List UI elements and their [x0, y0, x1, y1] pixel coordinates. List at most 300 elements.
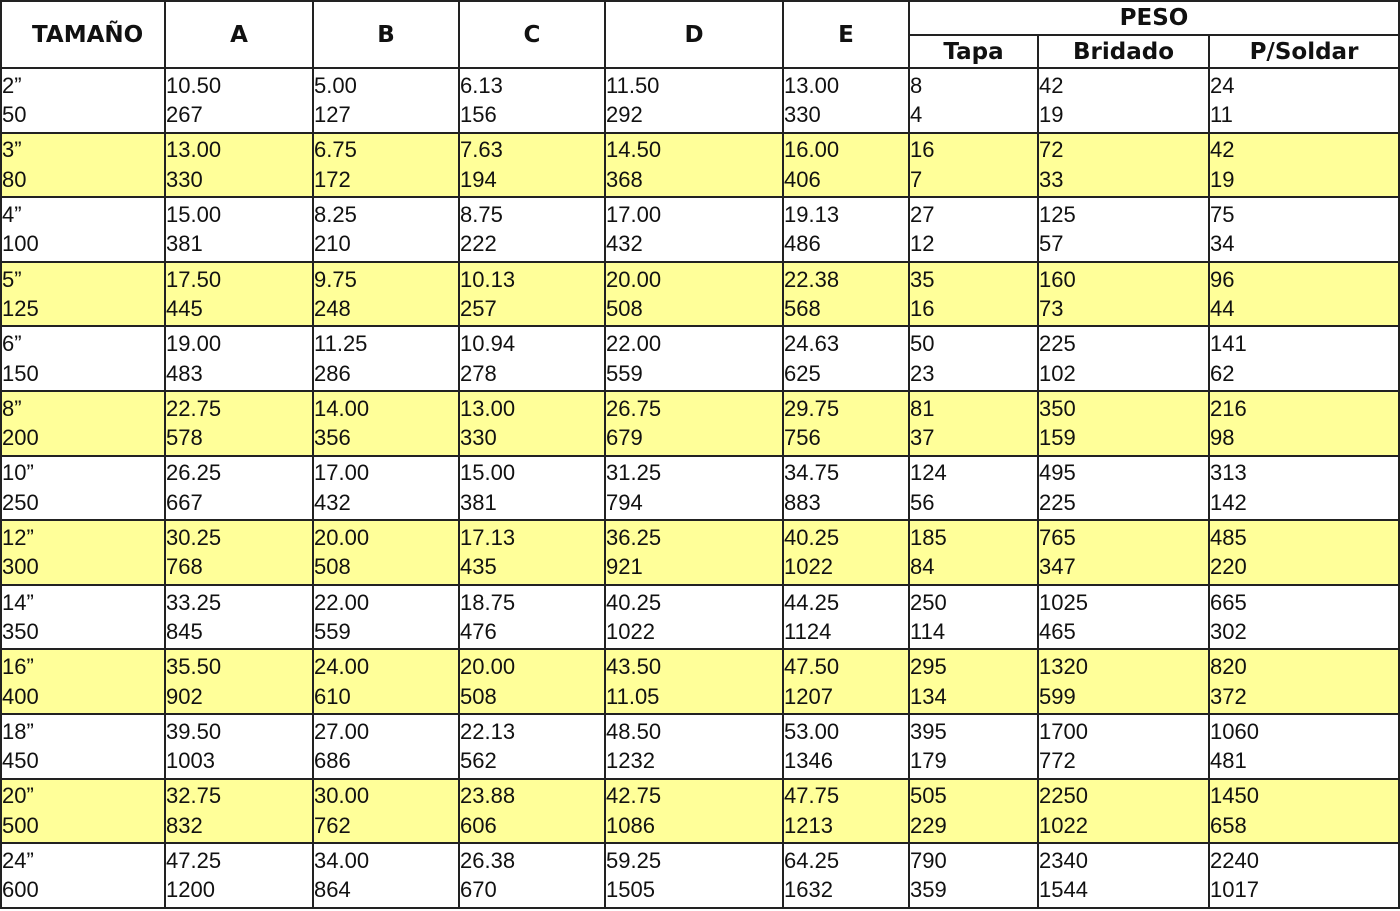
cell-bridado-imperial: 160	[1039, 266, 1076, 292]
cell-tapa	[909, 520, 1038, 585]
cell-size-metric: 125	[2, 296, 39, 322]
cell-p-soldar	[1209, 133, 1399, 198]
cell-bridado-metric: 102	[1039, 360, 1076, 386]
cell-b	[313, 585, 459, 650]
cell-c-imperial: 6.13	[460, 72, 503, 98]
cell-p-soldar-metric: 62	[1210, 360, 1235, 386]
cell-d-metric: 1086	[606, 812, 655, 838]
cell-e	[783, 133, 909, 198]
cell-e-metric: 1632	[784, 877, 833, 903]
cell-size	[1, 391, 165, 456]
cell-a-imperial: 15.00	[166, 201, 222, 227]
cell-size	[1, 649, 165, 714]
cell-e	[783, 649, 909, 714]
cell-e	[783, 197, 909, 262]
cell-a-metric: 768	[166, 554, 203, 580]
cell-c-metric: 257	[460, 296, 497, 322]
cell-b	[313, 326, 459, 391]
header-e: E	[783, 1, 909, 68]
cell-a-imperial: 35.50	[166, 654, 222, 680]
cell-d-metric: 11.05	[606, 683, 660, 709]
cell-tapa-imperial: 395	[910, 718, 947, 744]
cell-p-soldar-metric: 11	[1210, 102, 1233, 128]
cell-bridado	[1038, 68, 1209, 133]
cell-d-imperial: 43.50	[606, 654, 662, 680]
cell-bridado-imperial: 125	[1039, 201, 1076, 227]
cell-p-soldar-imperial: 2240	[1210, 847, 1259, 873]
cell-c	[459, 68, 605, 133]
cell-a-imperial: 33.25	[166, 589, 222, 615]
cell-bridado	[1038, 197, 1209, 262]
cell-e	[783, 262, 909, 327]
cell-e-metric: 1022	[784, 554, 833, 580]
cell-e	[783, 843, 909, 908]
cell-c-imperial: 20.00	[460, 654, 516, 680]
cell-c	[459, 326, 605, 391]
cell-a-imperial: 17.50	[166, 266, 222, 292]
cell-b	[313, 649, 459, 714]
cell-c-imperial: 10.13	[460, 266, 516, 292]
cell-size	[1, 456, 165, 521]
cell-a-metric: 902	[166, 683, 203, 709]
cell-p-soldar-metric: 372	[1210, 683, 1247, 709]
cell-p-soldar	[1209, 585, 1399, 650]
cell-tapa-metric: 23	[910, 360, 935, 386]
cell-size-metric: 100	[2, 231, 39, 257]
cell-a	[165, 585, 313, 650]
cell-p-soldar-metric: 98	[1210, 425, 1235, 451]
cell-d-imperial: 14.50	[606, 137, 662, 163]
cell-tapa-metric: 16	[910, 296, 935, 322]
cell-c-metric: 156	[460, 102, 497, 128]
cell-p-soldar-imperial: 1060	[1210, 718, 1259, 744]
cell-e-imperial: 53.00	[784, 718, 840, 744]
cell-e-metric: 883	[784, 489, 821, 515]
cell-bridado-imperial: 495	[1039, 460, 1076, 486]
cell-tapa	[909, 843, 1038, 908]
cell-d-imperial: 36.25	[606, 524, 662, 550]
cell-size-imperial: 5”	[2, 266, 22, 292]
cell-size-imperial: 6”	[2, 331, 22, 357]
cell-e-imperial: 29.75	[784, 395, 840, 421]
cell-b-imperial: 9.75	[314, 266, 357, 292]
cell-size	[1, 585, 165, 650]
table-row	[1, 649, 1399, 714]
cell-tapa-metric: 7	[910, 166, 923, 192]
cell-a	[165, 843, 313, 908]
cell-b-metric: 559	[314, 619, 351, 645]
cell-bridado-metric: 33	[1039, 166, 1064, 192]
cell-size-metric: 350	[2, 619, 39, 645]
cell-tapa-imperial: 50	[910, 331, 935, 357]
cell-b-metric: 508	[314, 554, 351, 580]
cell-size-metric: 250	[2, 489, 39, 515]
cell-c-metric: 562	[460, 748, 497, 774]
header-a: A	[165, 1, 313, 68]
cell-b	[313, 843, 459, 908]
cell-d	[605, 585, 783, 650]
cell-a	[165, 391, 313, 456]
cell-d	[605, 133, 783, 198]
cell-p-soldar-metric: 1017	[1210, 877, 1259, 903]
cell-p-soldar-imperial: 1450	[1210, 783, 1259, 809]
cell-bridado	[1038, 262, 1209, 327]
cell-tapa	[909, 326, 1038, 391]
cell-d-imperial: 22.00	[606, 331, 662, 357]
cell-c-metric: 194	[460, 166, 497, 192]
cell-tapa-imperial: 35	[910, 266, 935, 292]
cell-size-metric: 80	[2, 166, 27, 192]
cell-c-imperial: 15.00	[460, 460, 516, 486]
cell-p-soldar	[1209, 714, 1399, 779]
cell-tapa	[909, 262, 1038, 327]
cell-size-imperial: 24”	[2, 847, 34, 873]
cell-b	[313, 779, 459, 844]
cell-b	[313, 391, 459, 456]
cell-bridado-imperial: 72	[1039, 137, 1064, 163]
cell-bridado-metric: 1022	[1039, 812, 1088, 838]
table-row	[1, 391, 1399, 456]
cell-p-soldar-imperial: 75	[1210, 201, 1235, 227]
cell-bridado	[1038, 326, 1209, 391]
cell-tapa-imperial: 16	[910, 137, 935, 163]
cell-c	[459, 456, 605, 521]
cell-a-imperial: 10.50	[166, 72, 222, 98]
cell-d-metric: 508	[606, 296, 643, 322]
cell-tapa-metric: 12	[910, 231, 935, 257]
header-size: TAMAÑO	[1, 1, 165, 68]
cell-c-imperial: 8.75	[460, 201, 503, 227]
cell-tapa	[909, 585, 1038, 650]
cell-bridado-imperial: 1320	[1039, 654, 1088, 680]
cell-tapa	[909, 779, 1038, 844]
table-row	[1, 326, 1399, 391]
cell-size-imperial: 14”	[2, 589, 34, 615]
cell-tapa-imperial: 790	[910, 847, 947, 873]
cell-c	[459, 262, 605, 327]
cell-e	[783, 714, 909, 779]
cell-e-metric: 330	[784, 102, 821, 128]
cell-size	[1, 197, 165, 262]
cell-a-imperial: 22.75	[166, 395, 222, 421]
cell-p-soldar	[1209, 649, 1399, 714]
cell-size-imperial: 20”	[2, 783, 34, 809]
cell-size-metric: 150	[2, 360, 39, 386]
cell-p-soldar	[1209, 197, 1399, 262]
cell-p-soldar	[1209, 779, 1399, 844]
cell-c-metric: 670	[460, 877, 497, 903]
cell-bridado-imperial: 1700	[1039, 718, 1088, 744]
cell-tapa-metric: 134	[910, 683, 947, 709]
cell-b	[313, 714, 459, 779]
table-row	[1, 197, 1399, 262]
cell-d-metric: 1232	[606, 748, 655, 774]
cell-d-metric: 679	[606, 425, 643, 451]
cell-size	[1, 714, 165, 779]
cell-c	[459, 714, 605, 779]
cell-b-imperial: 17.00	[314, 460, 370, 486]
cell-size-imperial: 10”	[2, 460, 34, 486]
cell-d-imperial: 26.75	[606, 395, 662, 421]
cell-a	[165, 649, 313, 714]
cell-size	[1, 520, 165, 585]
cell-bridado	[1038, 456, 1209, 521]
cell-tapa	[909, 68, 1038, 133]
cell-size-imperial: 2”	[2, 72, 22, 98]
cell-p-soldar-metric: 19	[1210, 166, 1235, 192]
cell-size-metric: 450	[2, 748, 39, 774]
cell-bridado-imperial: 1025	[1039, 589, 1088, 615]
cell-d	[605, 197, 783, 262]
cell-a-imperial: 19.00	[166, 331, 222, 357]
header-weight-group: PESO	[909, 1, 1399, 35]
cell-tapa-imperial: 27	[910, 201, 935, 227]
cell-size	[1, 326, 165, 391]
cell-e-metric: 1124	[784, 619, 832, 645]
cell-bridado-imperial: 2340	[1039, 847, 1088, 873]
cell-a-imperial: 30.25	[166, 524, 222, 550]
cell-a	[165, 262, 313, 327]
cell-p-soldar-imperial: 96	[1210, 266, 1235, 292]
cell-a	[165, 714, 313, 779]
cell-d	[605, 520, 783, 585]
table-row	[1, 520, 1399, 585]
cell-d-imperial: 31.25	[606, 460, 662, 486]
cell-b-imperial: 34.00	[314, 847, 370, 873]
table-row	[1, 843, 1399, 908]
cell-p-soldar-metric: 220	[1210, 554, 1247, 580]
cell-e-metric: 756	[784, 425, 821, 451]
cell-bridado-metric: 57	[1039, 231, 1064, 257]
cell-d-imperial: 17.00	[606, 201, 662, 227]
cell-tapa-imperial: 8	[910, 72, 923, 98]
cell-c-imperial: 10.94	[460, 331, 516, 357]
cell-c	[459, 133, 605, 198]
cell-tapa	[909, 649, 1038, 714]
cell-size-metric: 400	[2, 683, 39, 709]
cell-p-soldar-imperial: 24	[1210, 72, 1235, 98]
cell-d	[605, 714, 783, 779]
cell-d	[605, 649, 783, 714]
cell-c-imperial: 23.88	[460, 783, 516, 809]
cell-size	[1, 843, 165, 908]
cell-p-soldar-metric: 302	[1210, 619, 1247, 645]
cell-p-soldar	[1209, 520, 1399, 585]
cell-a	[165, 133, 313, 198]
cell-bridado-metric: 347	[1039, 554, 1076, 580]
cell-e	[783, 779, 909, 844]
cell-bridado-imperial: 2250	[1039, 783, 1088, 809]
cell-p-soldar-imperial: 141	[1210, 331, 1247, 357]
cell-b-metric: 210	[314, 231, 351, 257]
cell-e-imperial: 64.25	[784, 847, 840, 873]
cell-bridado-metric: 73	[1039, 296, 1064, 322]
cell-d-imperial: 48.50	[606, 718, 662, 744]
cell-size-metric: 200	[2, 425, 39, 451]
table-row	[1, 456, 1399, 521]
cell-e	[783, 391, 909, 456]
cell-a-imperial: 47.25	[166, 847, 222, 873]
cell-d	[605, 456, 783, 521]
header-bridado: Bridado	[1038, 35, 1209, 68]
cell-size-imperial: 16”	[2, 654, 34, 680]
cell-a-metric: 1200	[166, 877, 215, 903]
cell-e-imperial: 34.75	[784, 460, 840, 486]
cell-p-soldar	[1209, 456, 1399, 521]
cell-b-metric: 248	[314, 296, 351, 322]
cell-tapa-metric: 229	[910, 812, 947, 838]
cell-p-soldar	[1209, 262, 1399, 327]
cell-c	[459, 391, 605, 456]
cell-tapa	[909, 197, 1038, 262]
cell-size-imperial: 18”	[2, 718, 34, 744]
cell-size-imperial: 8”	[2, 395, 22, 421]
cell-c-imperial: 7.63	[460, 137, 503, 163]
cell-d-imperial: 42.75	[606, 783, 662, 809]
cell-a-metric: 381	[166, 231, 203, 257]
cell-d-metric: 921	[606, 554, 643, 580]
cell-e-imperial: 19.13	[784, 201, 840, 227]
cell-d-metric: 368	[606, 166, 643, 192]
cell-c-imperial: 22.13	[460, 718, 516, 744]
cell-bridado-metric: 1544	[1039, 877, 1088, 903]
cell-a-imperial: 26.25	[166, 460, 222, 486]
cell-d	[605, 68, 783, 133]
cell-b-imperial: 6.75	[314, 137, 357, 163]
cell-d-metric: 794	[606, 489, 643, 515]
header-c: C	[459, 1, 605, 68]
table-header	[1, 1, 1399, 68]
cell-b-imperial: 24.00	[314, 654, 370, 680]
cell-a	[165, 520, 313, 585]
cell-c-imperial: 13.00	[460, 395, 516, 421]
cell-bridado-imperial: 765	[1039, 524, 1076, 550]
cell-b-metric: 127	[314, 102, 351, 128]
cell-d-imperial: 59.25	[606, 847, 662, 873]
cell-a	[165, 779, 313, 844]
cell-a-metric: 832	[166, 812, 203, 838]
cell-a-metric: 267	[166, 102, 203, 128]
cell-d	[605, 843, 783, 908]
cell-tapa-imperial: 295	[910, 654, 947, 680]
cell-p-soldar-imperial: 485	[1210, 524, 1247, 550]
cell-p-soldar-metric: 44	[1210, 296, 1235, 322]
cell-e-metric: 568	[784, 296, 821, 322]
cell-c-metric: 222	[460, 231, 497, 257]
cell-bridado	[1038, 585, 1209, 650]
cell-size-metric: 50	[2, 102, 27, 128]
cell-d-imperial: 20.00	[606, 266, 662, 292]
cell-tapa	[909, 714, 1038, 779]
cell-b-metric: 864	[314, 877, 351, 903]
cell-b-imperial: 14.00	[314, 395, 370, 421]
cell-e-imperial: 22.38	[784, 266, 840, 292]
cell-p-soldar	[1209, 843, 1399, 908]
cell-b-metric: 286	[314, 360, 351, 386]
cell-e	[783, 520, 909, 585]
cell-b-metric: 762	[314, 812, 351, 838]
cell-b-imperial: 11.25	[314, 331, 368, 357]
cell-e	[783, 456, 909, 521]
cell-d-metric: 1505	[606, 877, 655, 903]
cell-size-metric: 500	[2, 812, 39, 838]
cell-p-soldar-metric: 142	[1210, 489, 1247, 515]
table-row	[1, 779, 1399, 844]
cell-c	[459, 197, 605, 262]
cell-p-soldar	[1209, 391, 1399, 456]
table-row	[1, 714, 1399, 779]
cell-b-imperial: 30.00	[314, 783, 370, 809]
cell-c-imperial: 18.75	[460, 589, 516, 615]
header-p-soldar: P/Soldar	[1209, 35, 1399, 68]
cell-e	[783, 585, 909, 650]
cell-c-metric: 508	[460, 683, 497, 709]
cell-p-soldar-imperial: 820	[1210, 654, 1247, 680]
table-row	[1, 585, 1399, 650]
cell-e-metric: 625	[784, 360, 821, 386]
cell-b-metric: 686	[314, 748, 351, 774]
cell-e-metric: 1213	[784, 812, 833, 838]
cell-p-soldar-imperial: 313	[1210, 460, 1247, 486]
cell-d-metric: 292	[606, 102, 643, 128]
cell-b	[313, 133, 459, 198]
cell-size-imperial: 4”	[2, 201, 22, 227]
cell-bridado	[1038, 843, 1209, 908]
cell-c-imperial: 17.13	[460, 524, 516, 550]
cell-size-metric: 600	[2, 877, 39, 903]
table-row	[1, 133, 1399, 198]
cell-bridado-imperial: 42	[1039, 72, 1064, 98]
cell-e-metric: 406	[784, 166, 821, 192]
cell-a	[165, 456, 313, 521]
cell-bridado	[1038, 714, 1209, 779]
cell-e-imperial: 44.25	[784, 589, 840, 615]
cell-b	[313, 197, 459, 262]
cell-a-imperial: 39.50	[166, 718, 222, 744]
cell-b-imperial: 27.00	[314, 718, 370, 744]
cell-e-imperial: 47.75	[784, 783, 840, 809]
cell-tapa-imperial: 185	[910, 524, 947, 550]
cell-a-metric: 578	[166, 425, 203, 451]
cell-a-metric: 667	[166, 489, 203, 515]
cell-p-soldar	[1209, 68, 1399, 133]
cell-tapa-imperial: 124	[910, 460, 947, 486]
cell-b-imperial: 20.00	[314, 524, 370, 550]
cell-c-metric: 381	[460, 489, 497, 515]
cell-tapa-metric: 179	[910, 748, 947, 774]
cell-size-metric: 300	[2, 554, 39, 580]
cell-b-imperial: 22.00	[314, 589, 370, 615]
cell-p-soldar-imperial: 665	[1210, 589, 1247, 615]
cell-c	[459, 843, 605, 908]
cell-e-imperial: 16.00	[784, 137, 840, 163]
cell-tapa-imperial: 505	[910, 783, 947, 809]
cell-tapa-metric: 37	[910, 425, 935, 451]
cell-size	[1, 68, 165, 133]
cell-e-metric: 1346	[784, 748, 833, 774]
cell-e-imperial: 40.25	[784, 524, 840, 550]
cell-e-metric: 486	[784, 231, 821, 257]
cell-a-metric: 1003	[166, 748, 215, 774]
cell-d	[605, 391, 783, 456]
cell-b-imperial: 5.00	[314, 72, 357, 98]
cell-a-metric: 445	[166, 296, 203, 322]
cell-d-metric: 1022	[606, 619, 655, 645]
cell-a	[165, 68, 313, 133]
cell-b	[313, 262, 459, 327]
cell-p-soldar-metric: 34	[1210, 231, 1235, 257]
cell-size	[1, 262, 165, 327]
